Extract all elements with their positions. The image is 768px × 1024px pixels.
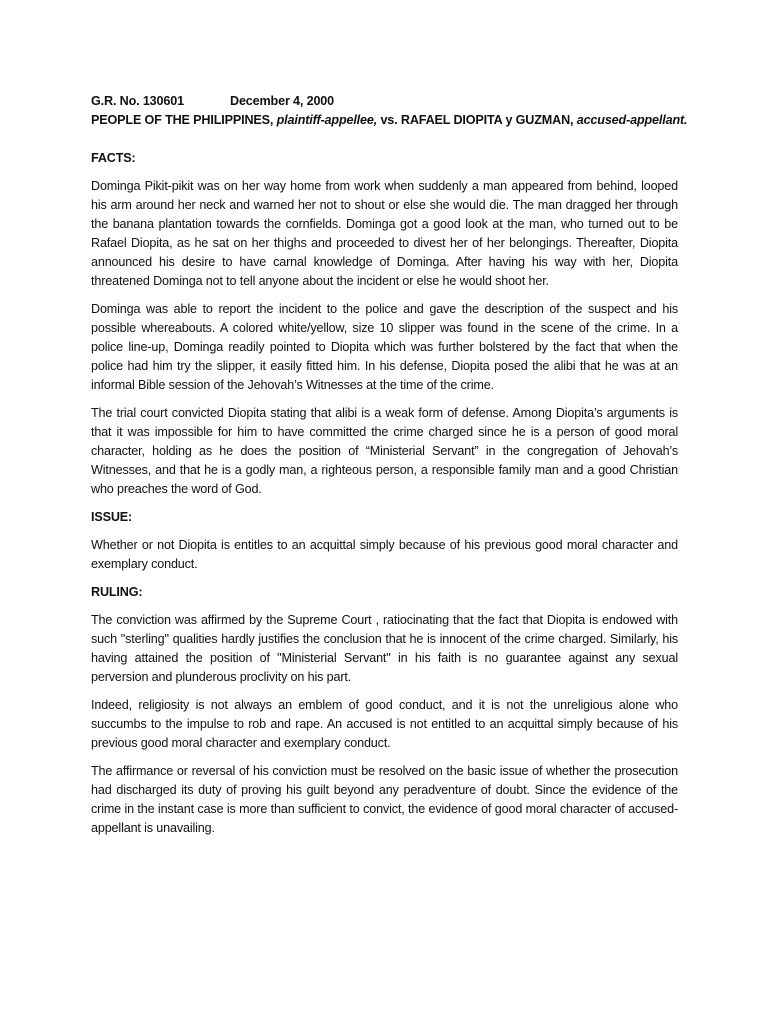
facts-heading: FACTS:	[91, 151, 136, 165]
decision-date: December 4, 2000	[230, 94, 335, 108]
facts-paragraph: The trial court convicted Diopita stating that alibi is a weak form of defense. Among Diopita’s arguments is that it was impossible for him to have committed the crime charged since he is a person of good moral character, holding as he does the position of “Ministerial Servant” in the congregation of Jehovah’s Witnesses, and that he is a godly man, a righteous person, a responsible family man and a good Christian who preaches the word of God.	[91, 406, 678, 496]
case-number: G.R. No. 130601	[91, 94, 184, 108]
issue-paragraph: Whether or not Diopita is entitles to an acquittal simply because of his previous good moral character and exemplary conduct.	[91, 538, 678, 571]
ruling-paragraph: The affirmance or reversal of his conviction must be resolved on the basic issue of whether the prosecution had discharged its duty of proving his guilt beyond any peradventure of doubt. Since the evidence of the crime in the instant case is more than sufficient to convict, the evidence of good moral character of accused-appellant is unavailing.	[91, 764, 678, 835]
accused-name: RAFAEL DIOPITA y GUZMAN,	[400, 113, 574, 127]
case-number-line	[91, 92, 678, 111]
versus-label: vs.	[380, 113, 398, 127]
ruling-paragraph: Indeed, religiosity is not always an emblem of good conduct, and it is not the unreligious alone who succumbs to the impulse to rob and rape. An accused is not entitled to an acquittal simply because of his previous good moral character and exemplary conduct.	[91, 698, 678, 750]
facts-paragraph: Dominga was able to report the incident to the police and gave the description of the suspect and his possible whereabouts. A colored white/yellow, size 10 slipper was found in the scene of the crime. In a police line-up, Dominga readily pointed to Diopita which was further bolstered by the fact that when the police had him try the slipper, it easily fitted him. In his defense, Diopita posed the alibi that he was at an informal Bible session of the Jehovah’s Witnesses at the time of the crime.	[91, 302, 678, 392]
accused-role: accused-appellant.	[576, 113, 688, 127]
document-page	[91, 92, 688, 847]
facts-paragraph: Dominga Pikit-pikit was on her way home from work when suddenly a man appeared from behind, looped his arm around her neck and warned her not to shout or else she would die. The man dragged her through the banana plantation towards the cornfields. Dominga got a good look at the man, who turned out to be Rafael Diopita, as he sat on her thighs and proceeded to divest her of her belongings. Thereafter, Diopita announced his desire to have carnal knowledge of Dominga. After having his way with her, Diopita threatened Dominga not to tell anyone about the incident or else he would shoot her.	[91, 179, 678, 288]
plaintiff-name: PEOPLE OF THE PHILIPPINES,	[91, 113, 274, 127]
case-title-line	[91, 111, 688, 130]
ruling-heading: RULING:	[91, 585, 143, 599]
issue-heading: ISSUE:	[91, 510, 133, 524]
ruling-paragraph: The conviction was affirmed by the Supreme Court , ratiocinating that the fact that Diopita is endowed with such "sterling" qualities hardly justifies the conclusion that he is innocent of the crime charged. Similarly, his having attained the position of "Ministerial Servant" in his faith is no guarantee against any sexual perversion and plunderous proclivity on his part.	[91, 613, 678, 684]
plaintiff-role: plaintiff-appellee,	[276, 113, 378, 127]
